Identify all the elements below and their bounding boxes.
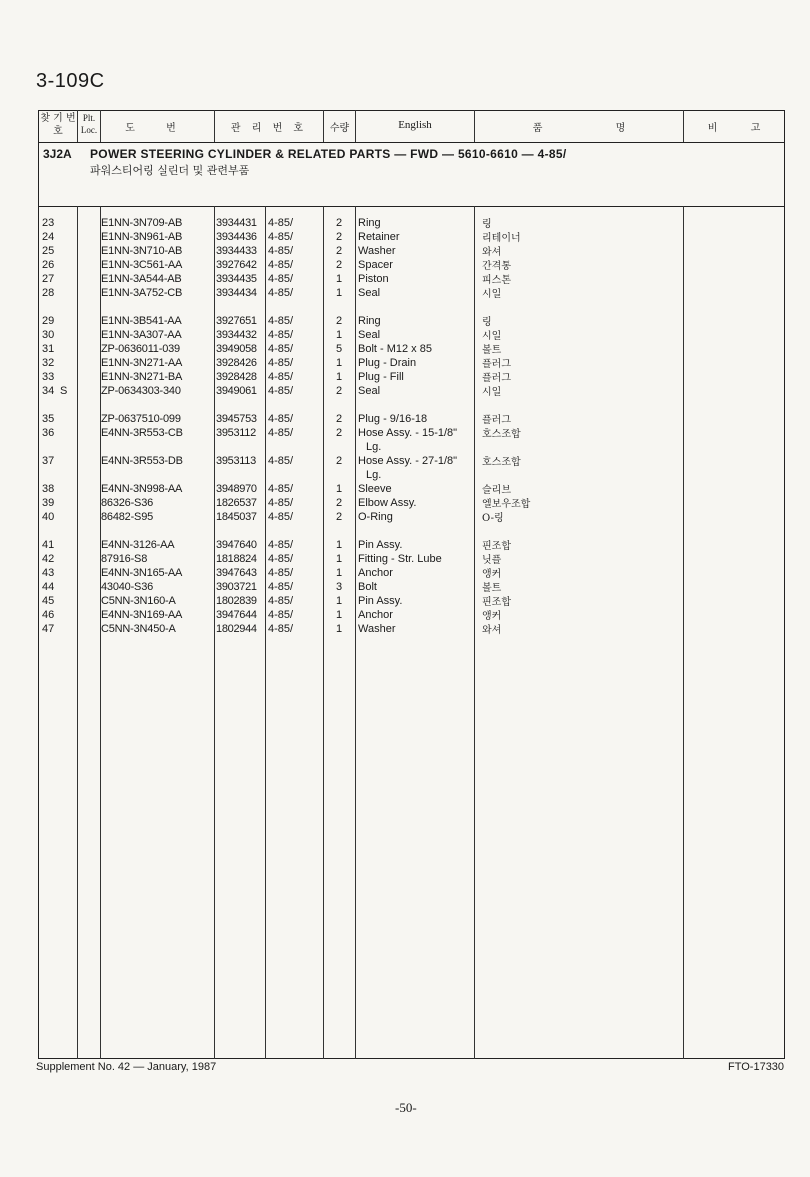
section-korean-title: 파워스티어링 실린더 및 관련부품	[90, 164, 250, 177]
cell-qty: 1	[336, 287, 343, 299]
cell-date: 4-85/	[268, 595, 294, 607]
cell-date: 4-85/	[268, 343, 294, 355]
cell-date: 4-85/	[268, 245, 294, 257]
cell-part: E1NN-3B541-AA	[101, 315, 182, 327]
cell-eng: O-Ring	[358, 511, 393, 523]
cell-date: 4-85/	[268, 287, 294, 299]
cell-mgmt: 3934435	[216, 273, 257, 285]
cell-ref: 29	[42, 315, 55, 327]
cell-date: 4-85/	[268, 567, 294, 579]
cell-part: C5NN-3N160-A	[101, 595, 176, 607]
cell-mgmt: 3947644	[216, 609, 257, 621]
cell-date: 4-85/	[268, 231, 294, 243]
cell-ref: 39	[42, 497, 55, 509]
cell-mgmt: 1818824	[216, 553, 257, 565]
cell-kor: 슬리브	[482, 485, 511, 496]
cell-ref: 30	[42, 329, 55, 341]
cell-qty: 2	[336, 259, 343, 271]
cell-eng: Ring	[358, 315, 381, 327]
cell-kor: 앵커	[482, 569, 502, 580]
cell-eng: Hose Assy. - 27-1/8"	[358, 455, 458, 467]
cell-qty: 1	[336, 329, 343, 341]
cell-ref: 25	[42, 245, 55, 257]
header-mgmt: 관 리 번 호	[230, 123, 308, 134]
cell-part: E1NN-3A307-AA	[101, 329, 182, 341]
cell-mgmt: 3927642	[216, 259, 257, 271]
cell-eng: Seal	[358, 329, 381, 341]
cell-date: 4-85/	[268, 581, 294, 593]
cell-mgmt: 3953112	[216, 427, 256, 439]
table-row	[0, 370, 810, 384]
table-row	[0, 258, 810, 272]
cell-kor: 시일	[482, 387, 502, 398]
cell-ref: 37	[42, 455, 55, 467]
footer-form-number: FTO-17330	[728, 1061, 785, 1073]
cell-qty: 3	[336, 581, 343, 593]
cell-ref: 44	[42, 581, 55, 593]
cell-date: 4-85/	[268, 385, 294, 397]
header-korean: 품 명	[532, 123, 626, 134]
table-row	[0, 230, 810, 244]
cell-part: 86482-S95	[101, 511, 154, 523]
cell-ref: 27	[42, 273, 55, 285]
cell-part: 86326-S36	[101, 497, 154, 509]
cell-mgmt: 3928428	[216, 371, 257, 383]
cell-kor: 와셔	[482, 247, 502, 258]
cell-part: E1NN-3N271-BA	[101, 371, 183, 383]
table-row	[0, 454, 810, 481]
cell-date: 4-85/	[268, 539, 294, 551]
cell-kor: 간격통	[482, 261, 511, 272]
cell-part: E1NN-3C561-AA	[101, 259, 183, 271]
table-row	[0, 594, 810, 608]
cell-ref: 42	[42, 553, 55, 565]
cell-ref: 43	[42, 567, 55, 579]
cell-date: 4-85/	[268, 483, 294, 495]
cell-part: E1NN-3N709-AB	[101, 217, 183, 229]
cell-date: 4-85/	[268, 259, 294, 271]
cell-part: E4NN-3N169-AA	[101, 609, 183, 621]
cell-date: 4-85/	[268, 511, 294, 523]
cell-mgmt: 3948970	[216, 483, 257, 495]
cell-mgmt: 3949058	[216, 343, 257, 355]
cell-qty: 1	[336, 539, 343, 551]
cell-kor: 플러그	[482, 415, 511, 426]
cell-eng-continued: Lg.	[366, 469, 382, 481]
cell-date: 4-85/	[268, 329, 294, 341]
cell-eng: Anchor	[358, 609, 393, 621]
table-row	[0, 272, 810, 286]
cell-eng: Bolt - M12 x 85	[358, 343, 432, 355]
table-row	[0, 342, 810, 356]
cell-qty: 2	[336, 385, 343, 397]
cell-part: E1NN-3N271-AA	[101, 357, 183, 369]
table-row	[0, 328, 810, 342]
cell-mgmt: 3945753	[216, 413, 257, 425]
header-drawing: 도 번	[125, 123, 190, 134]
cell-kor: 앵커	[482, 611, 502, 622]
cell-date: 4-85/	[268, 623, 294, 635]
cell-mgmt: 3934434	[216, 287, 257, 299]
cell-eng: Hose Assy. - 15-1/8"	[358, 427, 458, 439]
cell-kor: 핀조합	[482, 541, 511, 552]
cell-part: E4NN-3R553-DB	[101, 455, 183, 467]
cell-ref: 34	[42, 385, 55, 397]
table-row	[0, 286, 810, 300]
cell-kor: 볼트	[482, 583, 502, 594]
cell-eng: Spacer	[358, 259, 393, 271]
cell-eng: Pin Assy.	[358, 595, 403, 607]
table-row	[0, 622, 810, 636]
header-english: English	[398, 119, 432, 131]
cell-ref: 40	[42, 511, 55, 523]
cell-part: ZP-0636011-039	[101, 343, 180, 355]
cell-qty: 2	[336, 315, 343, 327]
cell-ref: 26	[42, 259, 55, 271]
cell-eng-continued: Lg.	[366, 441, 382, 453]
cell-qty: 2	[336, 217, 343, 229]
header-plt-loc: Plt. Loc.	[80, 113, 98, 135]
cell-date: 4-85/	[268, 357, 294, 369]
cell-date: 4-85/	[268, 371, 294, 383]
cell-kor: 플러그	[482, 359, 511, 370]
cell-ref: 32	[42, 357, 55, 369]
table-row	[0, 566, 810, 580]
cell-ref: 31	[42, 343, 55, 355]
table-row	[0, 356, 810, 370]
cell-date: 4-85/	[268, 315, 294, 327]
cell-part: E1NN-3N710-AB	[101, 245, 183, 257]
table-row	[0, 538, 810, 552]
cell-ref: 41	[42, 539, 55, 551]
cell-eng: Seal	[358, 385, 381, 397]
cell-date: 4-85/	[268, 553, 294, 565]
cell-kor: 플러그	[482, 373, 511, 384]
cell-eng: Elbow Assy.	[358, 497, 417, 509]
cell-date: 4-85/	[268, 273, 294, 285]
cell-mgmt: 1802839	[216, 595, 257, 607]
table-row	[0, 426, 810, 453]
header-qty: 수량	[329, 123, 350, 134]
cell-part: ZP-0637510-099	[101, 413, 181, 425]
cell-mgmt: 3934431	[216, 217, 257, 229]
cell-mgmt: 3928426	[216, 357, 257, 369]
cell-ref: 45	[42, 595, 55, 607]
cell-qty: 2	[336, 413, 343, 425]
table-row	[0, 496, 810, 510]
cell-kor: 링	[482, 219, 492, 230]
table-row	[0, 216, 810, 230]
cell-qty: 2	[336, 497, 343, 509]
cell-eng: Bolt	[358, 581, 377, 593]
cell-eng: Plug - Fill	[358, 371, 404, 383]
cell-part: C5NN-3N450-A	[101, 623, 176, 635]
cell-qty: 2	[336, 231, 343, 243]
cell-mgmt: 1826537	[216, 497, 257, 509]
table-row	[0, 580, 810, 594]
cell-ref: 28	[42, 287, 55, 299]
cell-qty: 1	[336, 357, 343, 369]
cell-qty: 1	[336, 553, 343, 565]
cell-kor: 엘보우조합	[482, 499, 531, 510]
cell-mgmt: 3934436	[216, 231, 257, 243]
cell-mgmt: 3903721	[216, 581, 257, 593]
cell-kor: 피스톤	[482, 275, 511, 286]
table-row	[0, 482, 810, 496]
cell-part: E1NN-3A544-AB	[101, 273, 182, 285]
section-title: POWER STEERING CYLINDER & RELATED PARTS — FWD — 5610-6610 — 4-85/	[90, 147, 567, 161]
cell-qty: 1	[336, 371, 343, 383]
cell-part: 43040-S36	[101, 581, 154, 593]
cell-ref: 36	[42, 427, 55, 439]
cell-ref: 35	[42, 413, 55, 425]
section-divider	[38, 206, 785, 207]
cell-qty: 1	[336, 273, 343, 285]
cell-qty: 1	[336, 595, 343, 607]
cell-eng: Fitting - Str. Lube	[358, 553, 442, 565]
cell-eng: Plug - Drain	[358, 357, 417, 369]
cell-kor: 호스조합	[482, 457, 521, 468]
cell-eng: Ring	[358, 217, 381, 229]
cell-mgmt: 3949061	[216, 385, 257, 397]
cell-date: 4-85/	[268, 217, 294, 229]
cell-mgmt: 3947640	[216, 539, 257, 551]
cell-part: E4NN-3N998-AA	[101, 483, 183, 495]
table-row	[0, 384, 810, 398]
cell-eng: Seal	[358, 287, 381, 299]
header-remarks: 비 고	[707, 123, 761, 134]
cell-qty: 1	[336, 567, 343, 579]
header-divider	[38, 142, 785, 143]
cell-ref: 23	[42, 217, 55, 229]
cell-mgmt: 1845037	[216, 511, 257, 523]
cell-kor: 닛플	[482, 555, 502, 566]
cell-part: E1NN-3N961-AB	[101, 231, 183, 243]
cell-kor: 볼트	[482, 345, 502, 356]
cell-eng: Washer	[358, 245, 396, 257]
cell-ref: 38	[42, 483, 55, 495]
cell-eng: Piston	[358, 273, 389, 285]
footer-supplement: Supplement No. 42 — January, 1987	[36, 1061, 217, 1073]
cell-kor: 시일	[482, 331, 502, 342]
cell-ref: 47	[42, 623, 55, 635]
cell-qty: 1	[336, 483, 343, 495]
cell-part: E4NN-3R553-CB	[101, 427, 183, 439]
table-row	[0, 608, 810, 622]
cell-qty: 1	[336, 609, 343, 621]
cell-kor: 링	[482, 317, 492, 328]
cell-mgmt: 3953113	[216, 455, 256, 467]
cell-eng: Pin Assy.	[358, 539, 403, 551]
cell-part: E4NN-3126-AA	[101, 539, 175, 551]
cell-qty: 2	[336, 245, 343, 257]
cell-eng: Washer	[358, 623, 396, 635]
header-ref-no: 찾 기 번 호	[40, 113, 76, 137]
cell-date: 4-85/	[268, 455, 294, 467]
table-row	[0, 510, 810, 524]
cell-part: E4NN-3N165-AA	[101, 567, 183, 579]
cell-part: 87916-S8	[101, 553, 148, 565]
cell-mgmt: 1802944	[216, 623, 257, 635]
cell-part: E1NN-3A752-CB	[101, 287, 183, 299]
cell-ref: 33	[42, 371, 55, 383]
cell-mgmt: 3934433	[216, 245, 257, 257]
page-id: 3-109C	[36, 70, 105, 92]
cell-part: ZP-0634303-340	[101, 385, 181, 397]
cell-qty: 2	[336, 455, 343, 467]
cell-ref: 46	[42, 609, 55, 621]
table-row	[0, 412, 810, 426]
cell-eng: Retainer	[358, 231, 400, 243]
cell-kor: O-링	[482, 513, 504, 524]
cell-mgmt: 3927651	[216, 315, 257, 327]
section-code: 3J2A	[43, 147, 72, 161]
cell-eng: Sleeve	[358, 483, 392, 495]
cell-mgmt: 3947643	[216, 567, 257, 579]
cell-qty: 5	[336, 343, 343, 355]
cell-date: 4-85/	[268, 497, 294, 509]
cell-ref: 24	[42, 231, 55, 243]
cell-kor: 리테이너	[482, 233, 521, 244]
cell-loc: S	[60, 385, 68, 397]
cell-date: 4-85/	[268, 413, 294, 425]
cell-qty: 1	[336, 623, 343, 635]
cell-date: 4-85/	[268, 609, 294, 621]
cell-kor: 호스조합	[482, 429, 521, 440]
table-row	[0, 552, 810, 566]
cell-qty: 2	[336, 427, 343, 439]
cell-eng: Plug - 9/16-18	[358, 413, 428, 425]
table-row	[0, 244, 810, 258]
cell-date: 4-85/	[268, 427, 294, 439]
table-row	[0, 314, 810, 328]
cell-mgmt: 3934432	[216, 329, 257, 341]
cell-qty: 2	[336, 511, 343, 523]
col-divider	[77, 110, 78, 142]
page-number: -50-	[395, 1100, 417, 1115]
cell-kor: 와셔	[482, 625, 502, 636]
cell-kor: 핀조합	[482, 597, 511, 608]
cell-kor: 시일	[482, 289, 502, 300]
cell-eng: Anchor	[358, 567, 393, 579]
